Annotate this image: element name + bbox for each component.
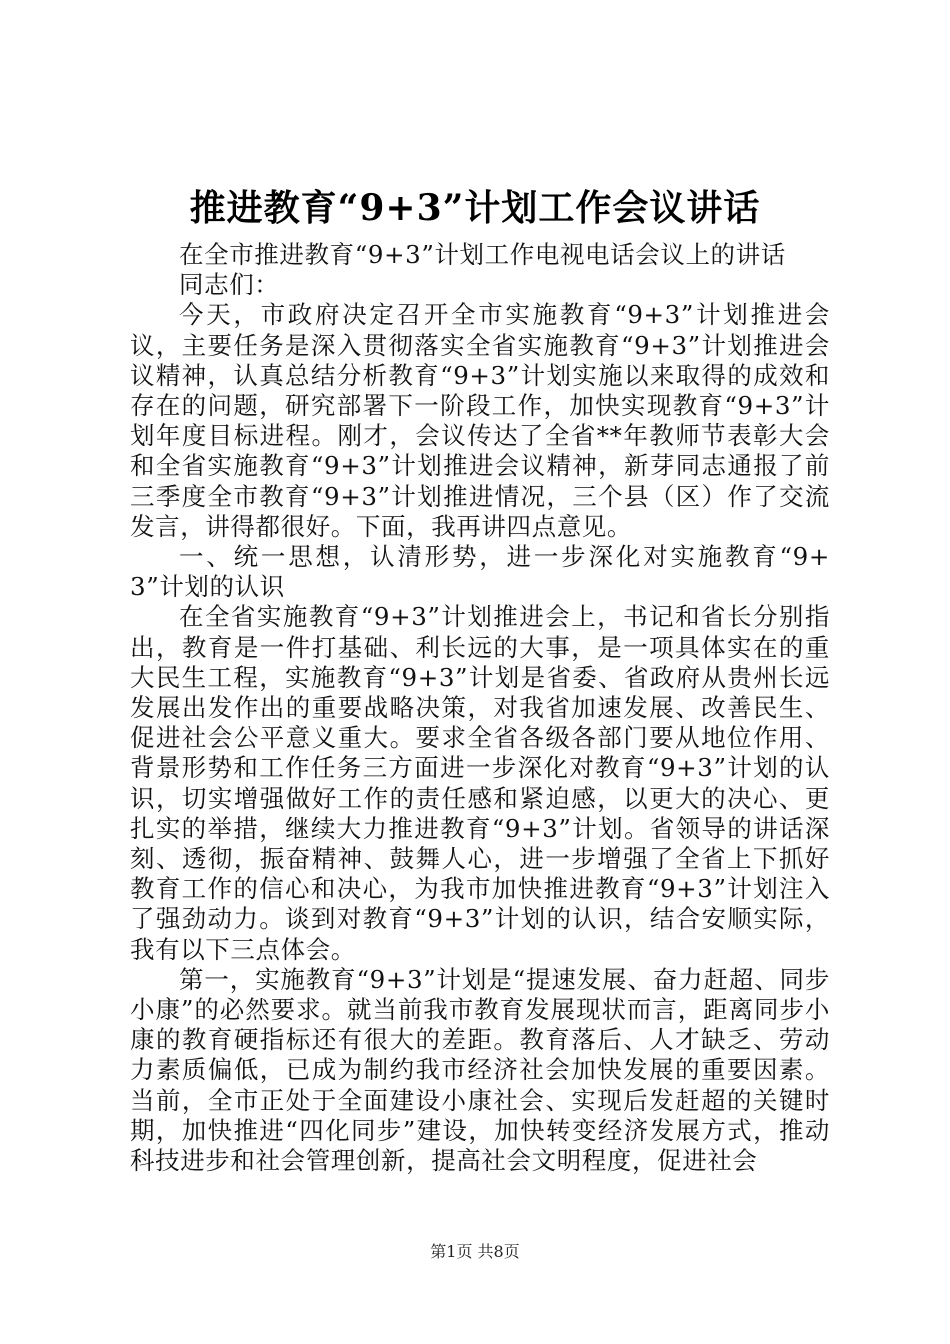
page-number-footer: 第1页 共8页 bbox=[430, 1242, 520, 1261]
document-title: 推进教育“9+3”计划工作会议讲话 bbox=[189, 187, 761, 229]
section-heading: 一、统一思想，认清形势，进一步深化对实施教育“9+3”计划的认识 bbox=[130, 542, 830, 602]
body-paragraph: 第一，实施教育“9+3”计划是“提速发展、奋力赶超、同步小康”的必然要求。就当前我市教育发展现状而言，距离同步小康的教育硬指标还有很大的差距。教育落后、人才缺乏、劳动力素质偏低，已成为制约我市经济社会加快发展的重要因素。当前，全市正处于全面建设小康社会、实现后发赶超的关键时期，加快推进“四化同步”建设，加快转变经济发展方式，推动科技进步和社会管理创新，提高社会文明程度，促进社会 bbox=[130, 964, 830, 1176]
document-body bbox=[130, 240, 830, 1176]
salutation-paragraph: 同志们： bbox=[179, 270, 280, 300]
subtitle-paragraph: 在全市推进教育“9+3”计划工作电视电话会议上的讲话 bbox=[179, 240, 786, 269]
body-paragraph: 在全省实施教育“9+3”计划推进会上，书记和省长分别指出，教育是一件打基础、利长远的大事，是一项具体实在的重大民生工程，实施教育“9+3”计划是省委、省政府从贵州长远发展出发作出的重要战略决策，对我省加速发展、改善民生、促进社会公平意义重大。要求全省各级各部门要从地位作用、背景形势和工作任务三方面进一步深化对教育“9+3”计划的认识，切实增强做好工作的责任感和紧迫感，以更大的决心、更扎实的举措，继续大力推进教育“9+3”计划。省领导的讲话深刻、透彻，振奋精神、鼓舞人心，进一步增强了全省上下抓好教育工作的信心和决心，为我市加快推进教育“9+3”计划注入了强劲动力。谈到对教育“9+3”计划的认识，结合安顺实际，我有以下三点体会。 bbox=[130, 602, 830, 964]
body-paragraph: 今天，市政府决定召开全市实施教育“9+3”计划推进会议，主要任务是深入贯彻落实全省实施教育“9+3”计划推进会议精神，认真总结分析教育“9+3”计划实施以来取得的成效和存在的问题，研究部署下一阶段工作，加快实现教育“9+3”计划年度目标进程。刚才，会议传达了全省**年教师节表彰大会和全省实施教育“9+3”计划推进会议精神，新芽同志通报了前三季度全市教育“9+3”计划推进情况，三个县（区）作了交流发言，讲得都很好。下面，我再讲四点意见。 bbox=[130, 300, 830, 541]
